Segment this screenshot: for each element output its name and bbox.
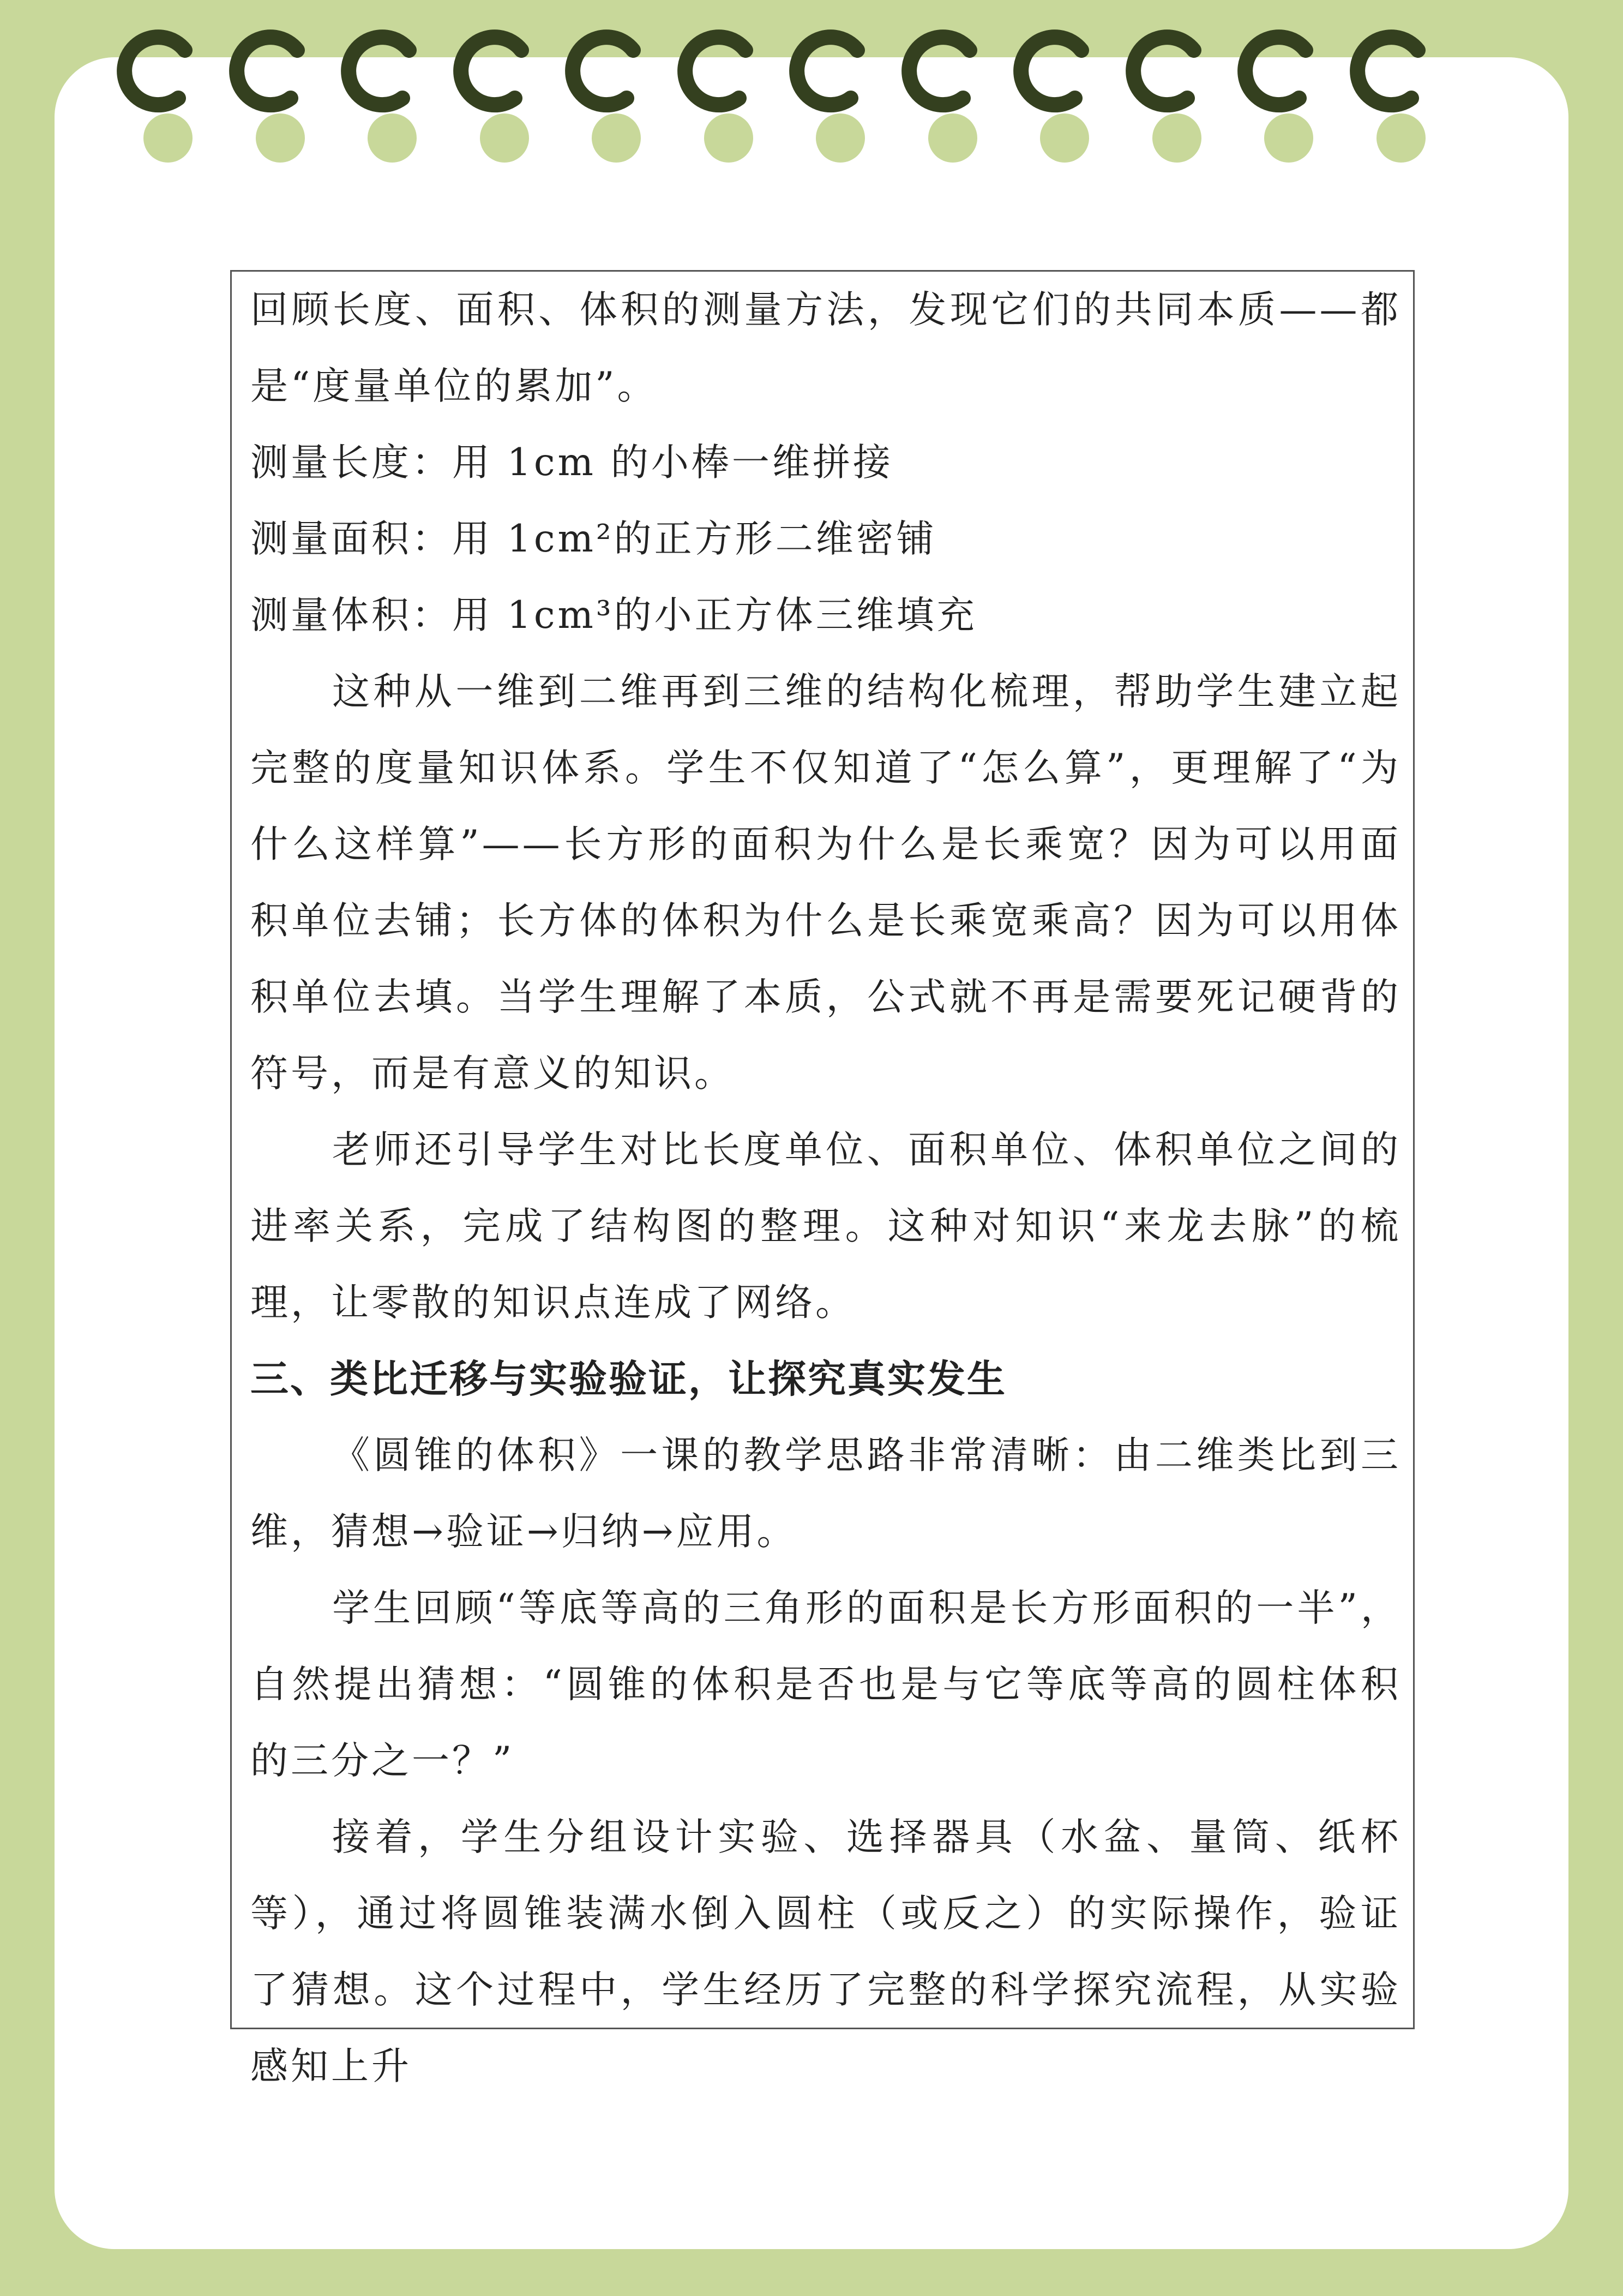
paragraph-volume: 测量体积：用 1cm³的小正方体三维填充 — [250, 594, 977, 637]
binder-ring-icon — [1346, 27, 1434, 116]
paragraph-experiment: 接着，学生分组设计实验、选择器具（水盆、量筒、纸杯等），通过将圆锥装满水倒入圆柱（或反之）的实际操作，验证了猜想。这个过程中，学生经历了完整的科学探究流程，从实验感知上升 — [250, 1815, 1401, 2088]
binder-ring-icon — [1009, 27, 1098, 116]
binder-ring-icon — [898, 27, 986, 116]
paragraph-area: 测量面积：用 1cm²的正方形二维密铺 — [250, 517, 937, 561]
binder-ring-icon — [1234, 27, 1322, 116]
article-body — [250, 272, 1401, 2105]
ring-hole — [368, 113, 417, 163]
ring-hole — [704, 113, 753, 163]
ring-hole — [592, 113, 641, 163]
ring-hole — [1376, 113, 1426, 163]
paragraph-conjecture: 学生回顾“等底等高的三角形的面积是长方形面积的一半”，自然提出猜想：“圆锥的体积是否也是与它等底等高的圆柱体积的三分之一？” — [250, 1586, 1401, 1783]
ring-hole — [480, 113, 529, 163]
binder-ring-icon — [449, 27, 538, 116]
ring-hole — [256, 113, 305, 163]
paragraph-length: 测量长度：用 1cm 的小棒一维拼接 — [250, 441, 893, 484]
text-frame — [230, 270, 1415, 2088]
paragraph-units: 老师还引导学生对比长度单位、面积单位、体积单位之间的进率关系，完成了结构图的整理。这种对知识“来龙去脉”的梳理，让零散的知识点连成了网络。 — [250, 1128, 1401, 1324]
section-heading: 三、类比迁移与实验验证，让探究真实发生 — [250, 1357, 1007, 1401]
ring-hole — [143, 113, 193, 163]
ring-hole — [816, 113, 865, 163]
binder-ring-icon — [113, 27, 201, 116]
binder-ring-icon — [1122, 27, 1210, 116]
ring-hole — [1152, 113, 1201, 163]
binder-ring-icon — [674, 27, 762, 116]
binder-ring-icon — [225, 27, 314, 116]
binder-ring-icon — [785, 27, 874, 116]
paragraph-cone-lesson: 《圆锥的体积》一课的教学思路非常清晰：由二维类比到三维，猜想→验证→归纳→应用。 — [250, 1434, 1401, 1554]
binder-ring-icon — [561, 27, 650, 116]
ring-hole — [1264, 113, 1313, 163]
binder-rings — [0, 0, 1623, 175]
ring-hole — [1040, 113, 1089, 163]
paragraph-intro: 回顾长度、面积、体积的测量方法，发现它们的共同本质——都是“度量单位的累加”。 — [250, 288, 1401, 408]
binder-ring-icon — [337, 27, 425, 116]
paragraph-structure: 这种从一维到二维再到三维的结构化梳理，帮助学生建立起完整的度量知识体系。学生不仅知道了“怎么算”，更理解了“为什么这样算”——长方形的面积为什么是长乘宽？因为可以用面积单位去铺；长方体的体积为什么是长乘宽乘高？因为可以用体积单位去填。当学生理解了本质，公式就不再是需要死记硬背的符号，而是有意义的知识。 — [250, 670, 1401, 1095]
ring-hole — [928, 113, 977, 163]
